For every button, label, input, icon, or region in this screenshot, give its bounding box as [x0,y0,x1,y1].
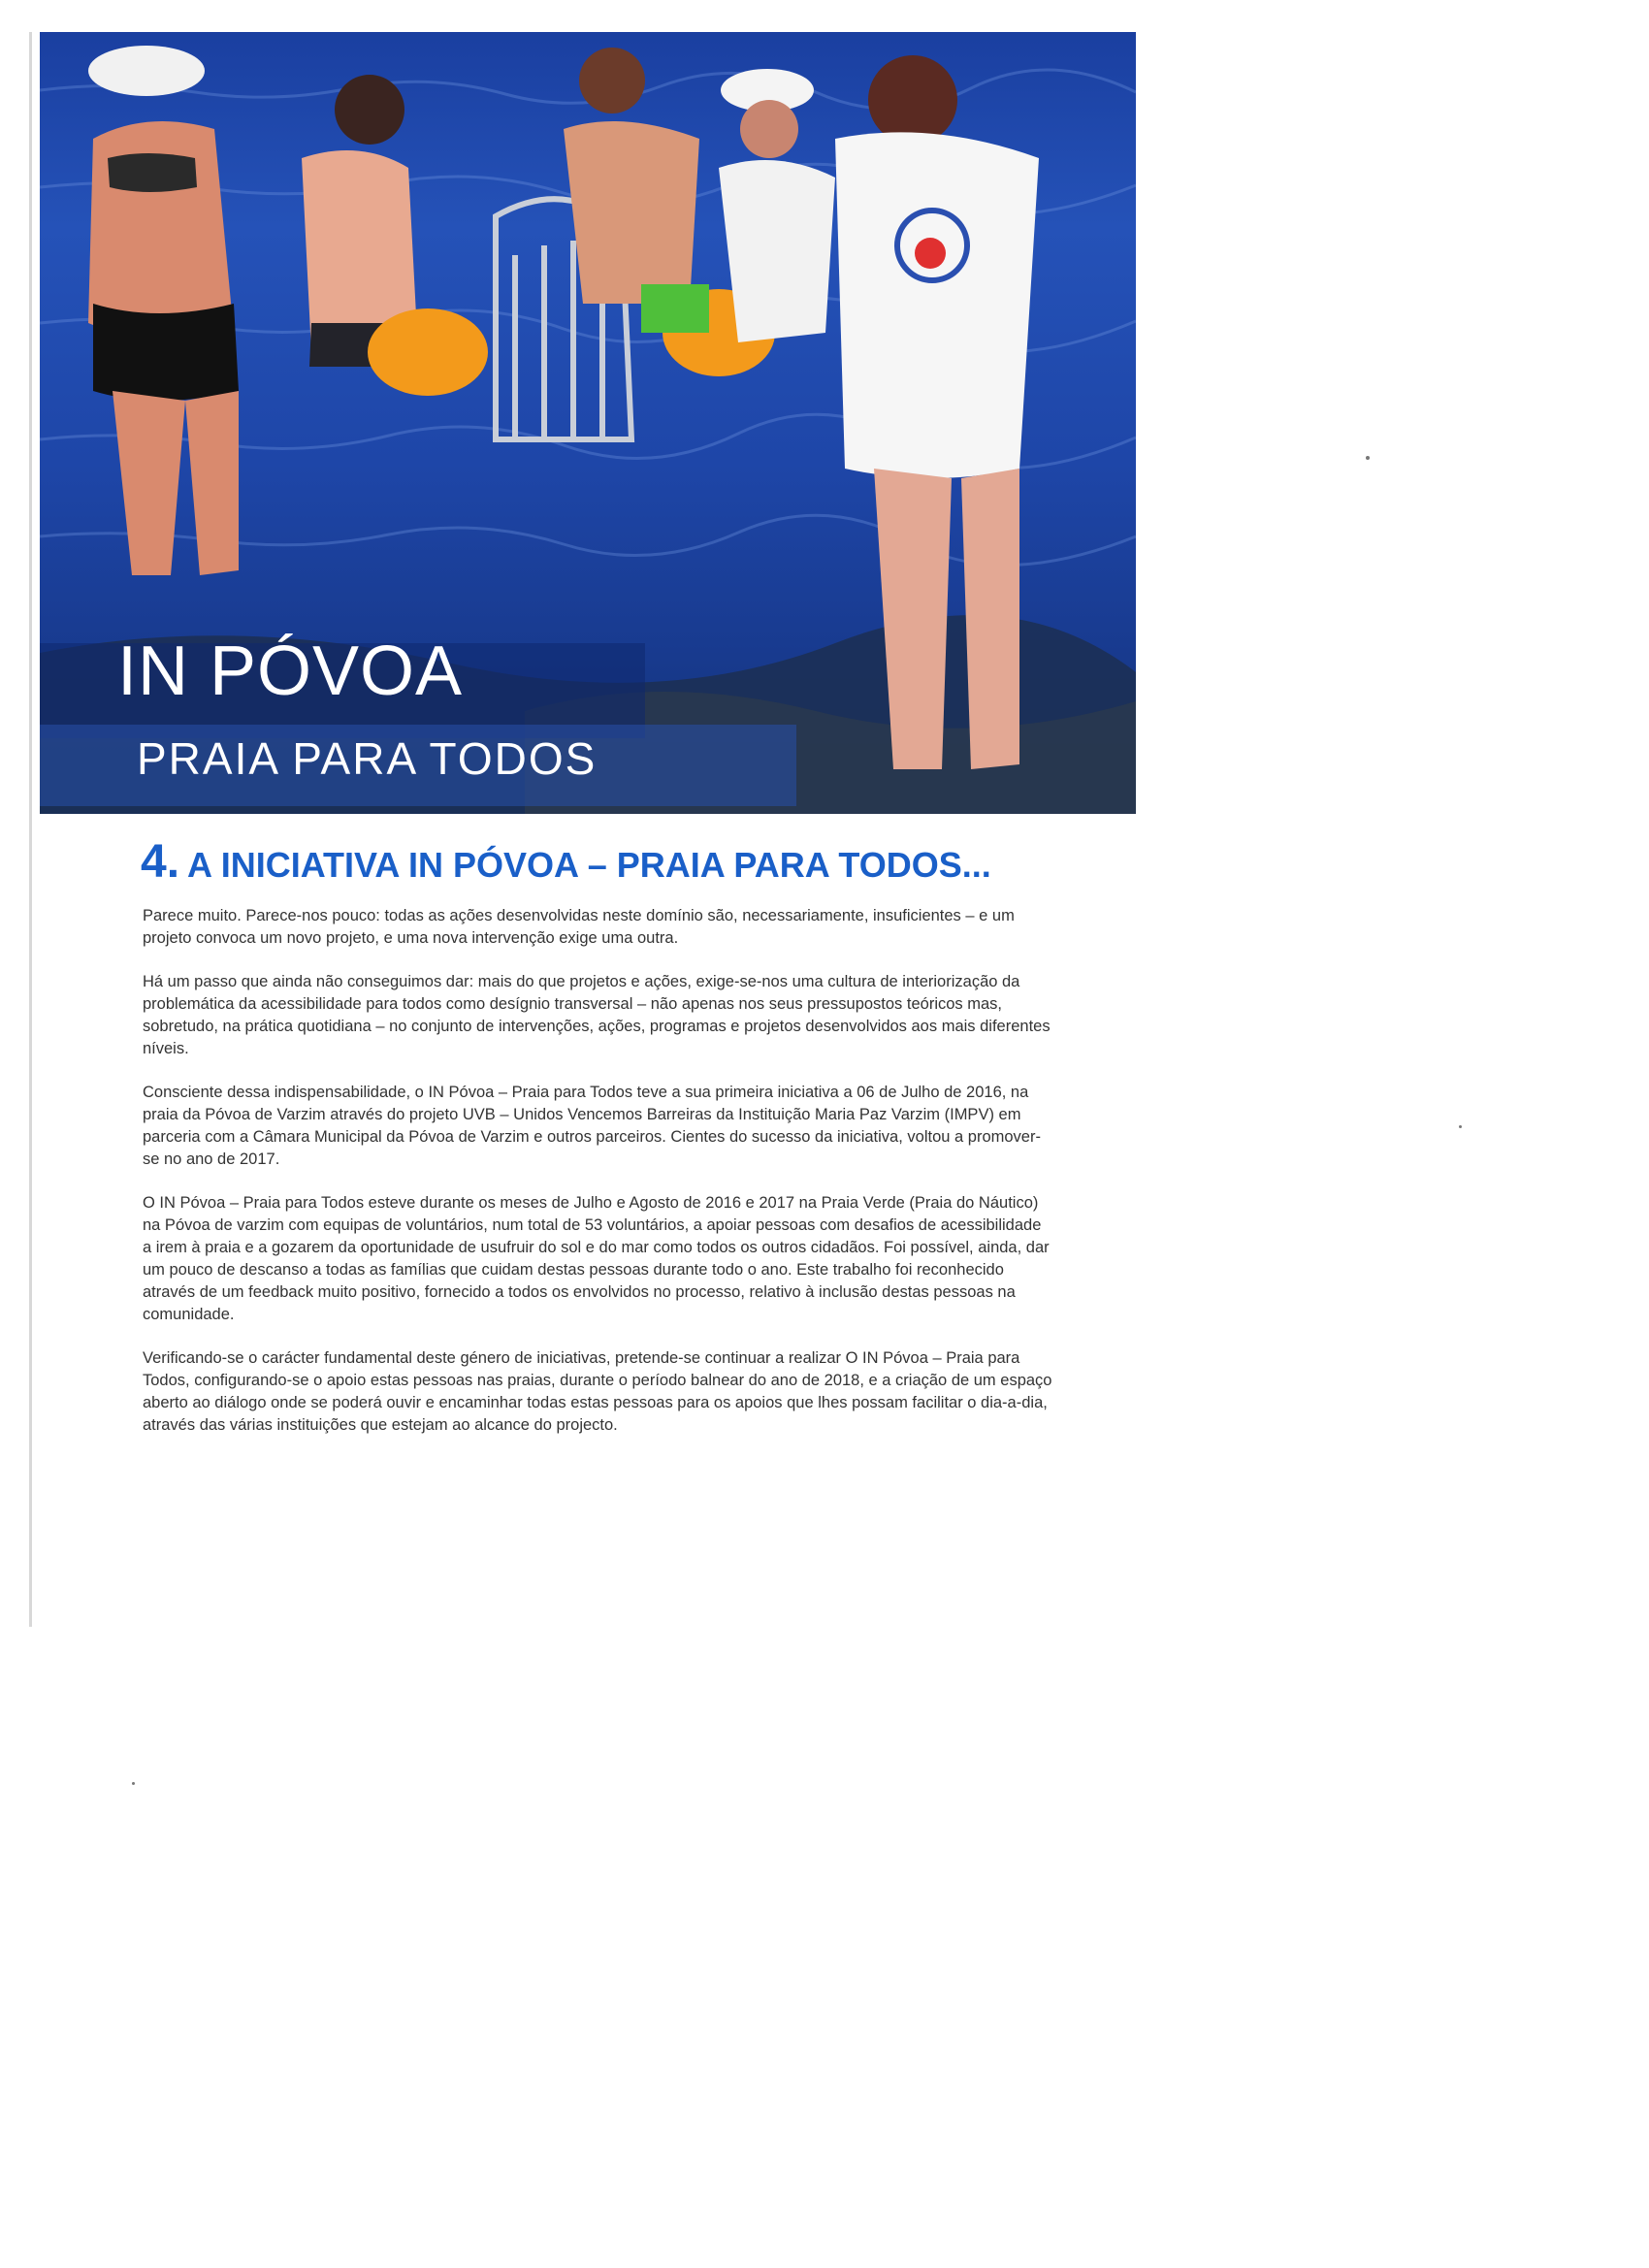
scan-speck [1459,1125,1462,1128]
hero-title: IN PÓVOA [117,632,464,710]
body-text [143,905,1054,1458]
scan-speck [132,1782,135,1785]
person-cap [719,69,835,342]
hero-photo [40,32,1136,814]
paragraph: Parece muito. Parece-nos pouco: todas as ações desenvolvidas neste domínio são, necessariamente, insuficientes – e um projeto convoca um novo projeto, e uma nova intervenção exige uma outra. [143,907,1015,947]
scan-speck [1366,456,1370,460]
paragraph: Consciente dessa indispensabilidade, o IN Póvoa – Praia para Todos teve a sua primeira iniciativa a 06 de Julho de 2016, na praia da Póvoa de Varzim através do projeto UVB – Unidos Vencemos Barreiras da Instituição Maria Paz Varzim (IMPV) em parceria com a Câmara Municipal da Póvoa de Varzim e outros parceiros. Cientes do sucesso da iniciativa, voltou a promover-se no ano de 2017. [143,1084,1041,1168]
paragraph: O IN Póvoa – Praia para Todos esteve durante os meses de Julho e Agosto de 2016 e 2017 na Praia Verde (Praia do Náutico) na Póvoa de varzim com equipas de voluntários, num total de 53 voluntários, a apoiar pessoas com desafios de acessibilidade a irem à praia e a gozarem da oportunidade de usufruir do sol e do mar como todos os outros cidadãos. Foi possível, ainda, dar um pouco de descanso a todas as famílias que cuidam destas pessoas durante todo o ano. Este trabalho foi reconhecido através de um feedback muito positivo, fornecido a todos os envolvidos no processo, relativo à inclusão destas pessoas na comunidade. [143,1194,1050,1323]
person-left [88,46,239,575]
hero-subtitle: PRAIA PARA TODOS [137,733,598,784]
section-title: A INICIATIVA IN PÓVOA – PRAIA PARA TODOS... [187,845,991,885]
paragraph: Verificando-se o carácter fundamental deste género de iniciativas, pretende-se continuar a realizar O IN Póvoa – Praia para Todos, configurando-se o apoio estas pessoas nas praias, durante o período balnear do ano de 2018, e a criação de um espaço aberto ao diálogo onde se poderá ouvir e encaminhar todas estas pessoas para os apoios que lhes possam facilitar o dia-a-dia, através das várias instituições que estejam ao alcance do projecto. [143,1349,1052,1434]
scanned-page [29,32,1175,1627]
float-left [368,308,488,396]
paragraph: Há um passo que ainda não conseguimos dar: mais do que projetos e ações, exige-se-nos uma cultura de interiorização da problemática da acessibilidade para todos como desígnio transversal – não apenas nos seus pressupostos teóricos mas, sobretudo, na prática quotidiana – no conjunto de intervenções, ações, programas e projetos desenvolvidos aos mais diferentes níveis. [143,973,1051,1057]
section-number: 4. [141,836,180,888]
person-center [564,48,709,333]
section-heading [141,835,991,889]
